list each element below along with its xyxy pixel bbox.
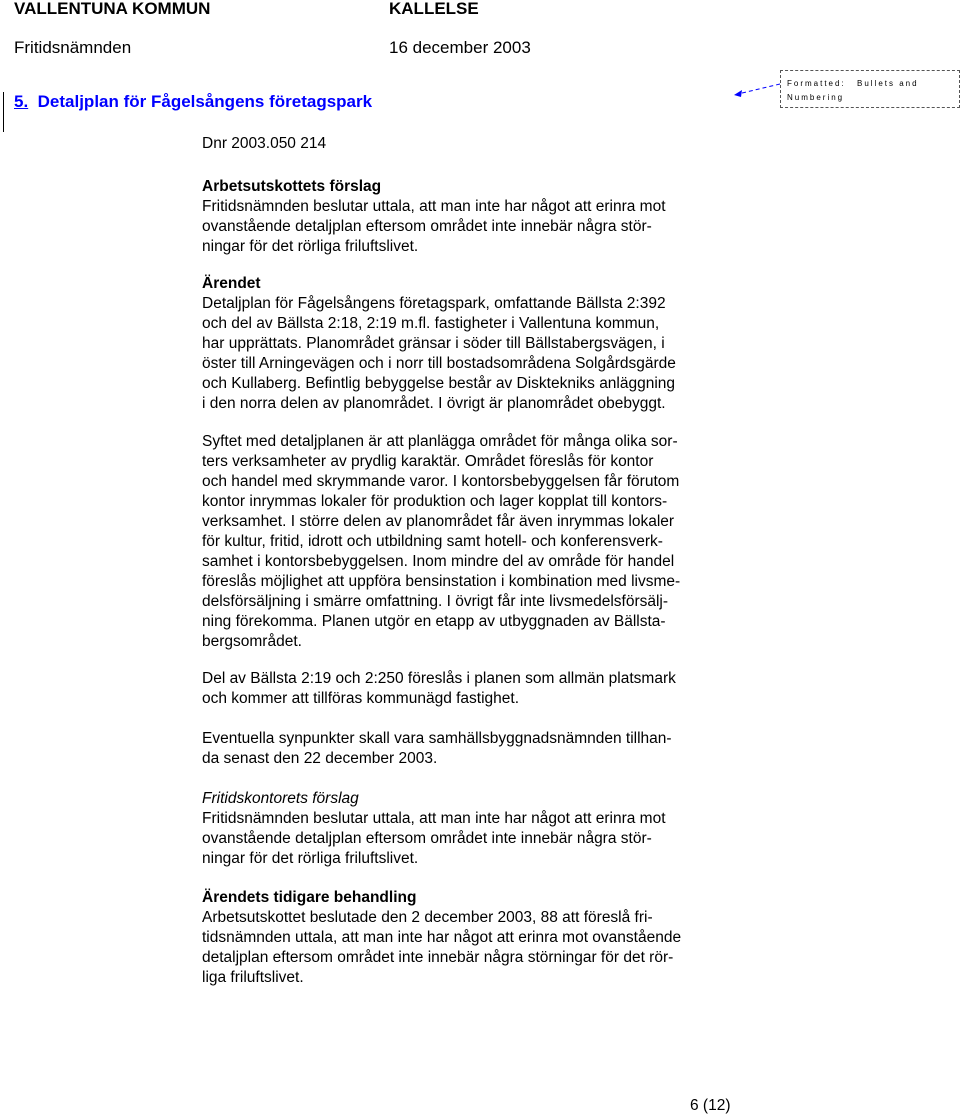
text-line: Fritidsnämnden beslutar uttala, att man inte har något att erinra mot (202, 198, 666, 215)
comment-value-line1: Bullets and (857, 79, 919, 88)
text-line: och Kullaberg. Befintlig bebyggelse består av Disktekniks anläggning (202, 375, 676, 392)
previous-handling-block (202, 888, 681, 988)
text-line: ovanstående detaljplan eftersom området inte innebär några stör- (202, 218, 652, 235)
comment-label: Formatted: (787, 79, 846, 88)
case-heading: Ärendet (202, 275, 261, 292)
text-line: ters verksamheter av prydlig karaktär. Området föreslås för kontor (202, 453, 654, 470)
text-line: da senast den 22 december 2003. (202, 750, 438, 767)
office-proposal-heading: Fritidskontorets förslag (202, 790, 359, 807)
text-line: ning förekomma. Planen utgör en etapp av utbyggnaden av Bällsta- (202, 613, 666, 630)
board-name: Fritidsnämnden (14, 38, 132, 57)
text-line: kontor inrymmas lokaler för produktion och lager kopplat till kontors- (202, 493, 668, 510)
section-heading: Detaljplan för Fågelsångens företagspark (37, 92, 373, 111)
au-proposal-block (202, 177, 666, 257)
section-number: 5. (14, 92, 29, 111)
text-line: ovanstående detaljplan eftersom området inte innebär några stör- (202, 830, 652, 847)
organization-name: VALLENTUNA KOMMUN (14, 0, 211, 18)
text-line: verksamhet. I större delen av planområdet får även inrymmas lokaler (202, 513, 675, 530)
text-line: Syftet med detaljplanen är att planlägga området för många olika sor- (202, 433, 678, 450)
text-line: detaljplan eftersom området inte innebär några störningar för det rör- (202, 949, 674, 966)
comment-connector-arrow-icon (728, 80, 782, 100)
text-line: ningar för det rörliga friluftslivet. (202, 850, 419, 867)
previous-handling-heading: Ärendets tidigare behandling (202, 889, 417, 906)
text-line: Del av Bällsta 2:19 och 2:250 föreslås i planen som allmän platsmark (202, 670, 676, 687)
au-proposal-heading: Arbetsutskottets förslag (202, 178, 382, 195)
text-line: bergsområdet. (202, 633, 302, 650)
text-line: och del av Bällsta 2:18, 2:19 m.fl. fastigheter i Vallentuna kommun, (202, 315, 660, 332)
text-line: samhet i kontorsbebyggelsen. Inom mindre del av område för handel (202, 553, 675, 570)
text-line: Eventuella synpunkter skall vara samhällsbyggnadsnämnden tillhan- (202, 730, 672, 747)
text-line: Detaljplan för Fågelsångens företagspark, omfattande Bällsta 2:392 (202, 295, 666, 312)
text-line: liga friluftslivet. (202, 969, 304, 986)
case-description-block (202, 274, 676, 414)
text-line: tidsnämnden uttala, att man inte har något att erinra mot ovanstående (202, 929, 682, 946)
text-line: ningar för det rörliga friluftslivet. (202, 238, 419, 255)
purpose-paragraph (202, 432, 680, 652)
case-number: Dnr 2003.050 214 (202, 135, 327, 152)
deadline-paragraph (202, 729, 672, 769)
text-line: och handel med skrymmande varor. I kontorsbebyggelsen får förutom (202, 473, 680, 490)
page-number: 6 (12) (690, 1097, 731, 1114)
document-type: KALLELSE (389, 0, 479, 18)
text-line: för kultur, fritid, idrott och utbildning samt hotell- och konferensverk- (202, 533, 663, 550)
text-line: föreslås möjlighet att uppföra bensinstation i kombination med livsme- (202, 573, 681, 590)
text-line: i den norra delen av planområdet. I övrigt är planområdet obebyggt. (202, 395, 666, 412)
land-paragraph (202, 669, 676, 709)
text-line: och kommer att tillföras kommunägd fastighet. (202, 690, 520, 707)
text-line: Arbetsutskottet beslutade den 2 december 2003, 88 att föreslå fri- (202, 909, 653, 926)
format-comment-balloon[interactable] (780, 70, 960, 108)
section-title (14, 92, 372, 112)
revision-change-bar (3, 92, 4, 132)
text-line: delsförsäljning i smärre omfattning. I övrigt får inte livsmedelsförsälj- (202, 593, 669, 610)
comment-value-line2: Numbering (787, 93, 845, 102)
text-line: Fritidsnämnden beslutar uttala, att man inte har något att erinra mot (202, 810, 666, 827)
text-line: har upprättats. Planområdet gränsar i söder till Bällstabergsvägen, i (202, 335, 665, 352)
text-line: öster till Arningevägen och i norr till bostadsområdena Solgårdsgärde (202, 355, 676, 372)
meeting-date: 16 december 2003 (389, 38, 531, 57)
office-proposal-block (202, 789, 666, 869)
